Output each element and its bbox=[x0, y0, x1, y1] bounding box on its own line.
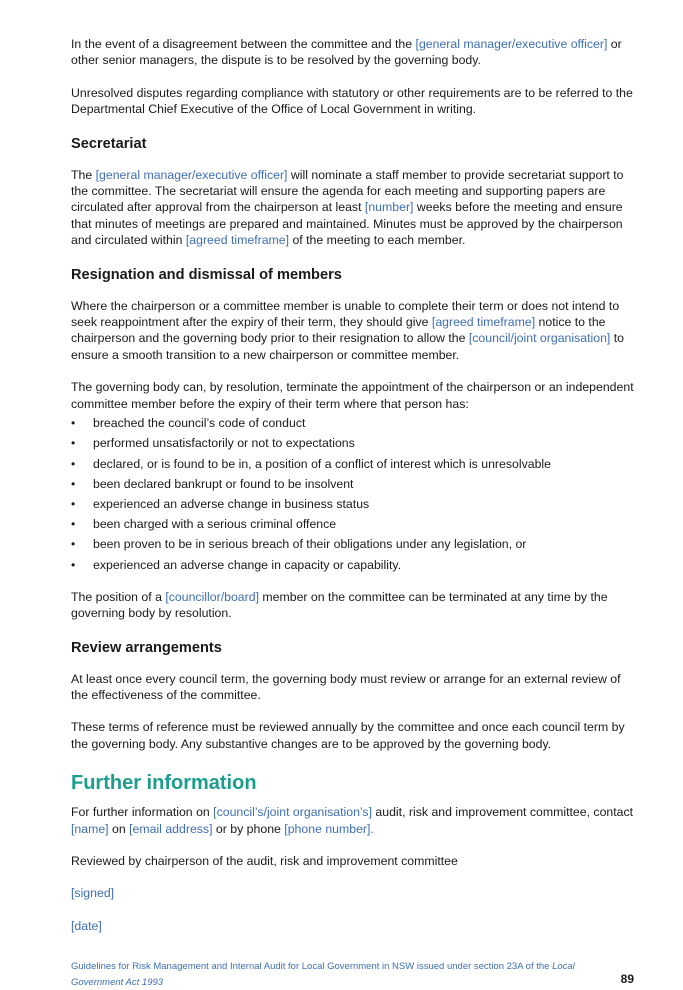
placeholder-general-manager: [general manager/executive officer] bbox=[95, 167, 288, 182]
reviewed-by-line: Reviewed by chairperson of the audit, risk and improvement committee bbox=[71, 853, 458, 868]
secretariat-paragraph bbox=[71, 167, 637, 249]
secretariat-heading: Secretariat bbox=[71, 135, 147, 152]
further-information-paragraph bbox=[71, 804, 637, 837]
councillor-position-paragraph bbox=[71, 589, 637, 622]
page-number: 89 bbox=[620, 972, 634, 986]
review-heading: Review arrangements bbox=[71, 639, 222, 656]
document-page bbox=[71, 36, 637, 934]
review-paragraph-2: These terms of reference must be reviewed annually by the committee and once each council term by the governing body. Any substantive changes are to be approved by the governing body. bbox=[71, 720, 625, 751]
list-item: • performed unsatisfactorily or not to expectations bbox=[71, 433, 637, 453]
text-run: or by phone bbox=[212, 821, 285, 836]
placeholder-agreed-timeframe: [agreed timeframe] bbox=[185, 233, 290, 248]
placeholder-name: [name] bbox=[71, 821, 109, 836]
placeholder-phone: [phone number]. bbox=[284, 821, 374, 836]
list-item: • breached the council’s code of conduct bbox=[71, 413, 637, 433]
list-item: • been charged with a serious criminal offence bbox=[71, 514, 637, 534]
placeholder-agreed-timeframe: [agreed timeframe] bbox=[431, 315, 536, 330]
placeholder-number: [number] bbox=[364, 200, 414, 215]
placeholder-general-manager: [general manager/executive officer] bbox=[415, 37, 608, 51]
footer-act-title: Local Government Act 1993 bbox=[71, 961, 575, 988]
text-run: notice to the chairperson and the governing body prior to their resignation to allow the bbox=[71, 315, 606, 346]
list-item: • experienced an adverse change in capacity or capability. bbox=[71, 555, 637, 575]
text-run: The position of a bbox=[71, 589, 166, 604]
text-run: For further information on bbox=[71, 805, 214, 820]
text-run: to ensure a smooth transition to a new chairperson or committee member. bbox=[71, 331, 625, 362]
termination-intro: The governing body can, by resolution, terminate the appointment of the chairperson or an independent committee member before the expiry of their term where that person has: bbox=[71, 380, 634, 411]
further-information-heading: Further information bbox=[71, 772, 257, 795]
text-run: or other senior managers, the dispute is to be resolved by the governing body. bbox=[71, 37, 622, 68]
text-run: weeks before the meeting and ensure that minutes of meetings are prepared and maintained. Minutes must be approved by the chairperson and circulated within bbox=[71, 200, 623, 248]
date-placeholder: [date] bbox=[71, 918, 102, 933]
text-run: of the meeting to each member. bbox=[289, 233, 466, 248]
placeholder-councillor-board: [councillor/board] bbox=[165, 589, 259, 604]
text-run: The bbox=[71, 167, 96, 182]
signed-placeholder: [signed] bbox=[71, 886, 115, 901]
text-run: Where the chairperson or a committee member is unable to complete their term or does not intend to seek reappointment after the expiry of their term, they should give bbox=[71, 298, 620, 330]
text-run: on bbox=[108, 821, 130, 836]
placeholder-council-joint-organisation: [council/joint organisation] bbox=[468, 331, 611, 346]
termination-reasons-list bbox=[71, 413, 637, 575]
disagreement-paragraph bbox=[71, 36, 637, 69]
footer-text: Guidelines for Risk Management and Internal Audit for Local Government in NSW issued under section 23A of the bbox=[71, 961, 553, 972]
list-item: • declared, or is found to be in, a position of a conflict of interest which is unresolvable bbox=[71, 454, 637, 474]
placeholder-email: [email address] bbox=[129, 821, 213, 836]
review-paragraph-1: At least once every council term, the governing body must review or arrange for an external review of the effectiveness of the committee. bbox=[71, 671, 621, 702]
placeholder-organisation: [council’s/joint organisation’s] bbox=[213, 805, 372, 820]
resignation-heading: Resignation and dismissal of members bbox=[71, 266, 342, 283]
page-footer bbox=[71, 959, 611, 990]
list-item: • experienced an adverse change in business status bbox=[71, 494, 637, 514]
list-item: • been proven to be in serious breach of their obligations under any legislation, or bbox=[71, 534, 637, 554]
text-run: will nominate a staff member to provide secretariat support to the committee. The secretariat will ensure the agenda for each meeting and supporting papers are circulated after approval from the chairperson at least bbox=[71, 167, 624, 215]
text-run: audit, risk and improvement committee, contact bbox=[372, 805, 634, 820]
text-run: In the event of a disagreement between the committee and the bbox=[71, 37, 416, 51]
unresolved-paragraph: Unresolved disputes regarding compliance with statutory or other requirements are to be referred to the Departmental Chief Executive of the Office of Local Government in writing. bbox=[71, 85, 633, 117]
resignation-paragraph bbox=[71, 298, 637, 364]
text-run: member on the committee can be terminated at any time by the governing body by resolution. bbox=[71, 589, 608, 621]
list-item: • been declared bankrupt or found to be insolvent bbox=[71, 474, 637, 494]
